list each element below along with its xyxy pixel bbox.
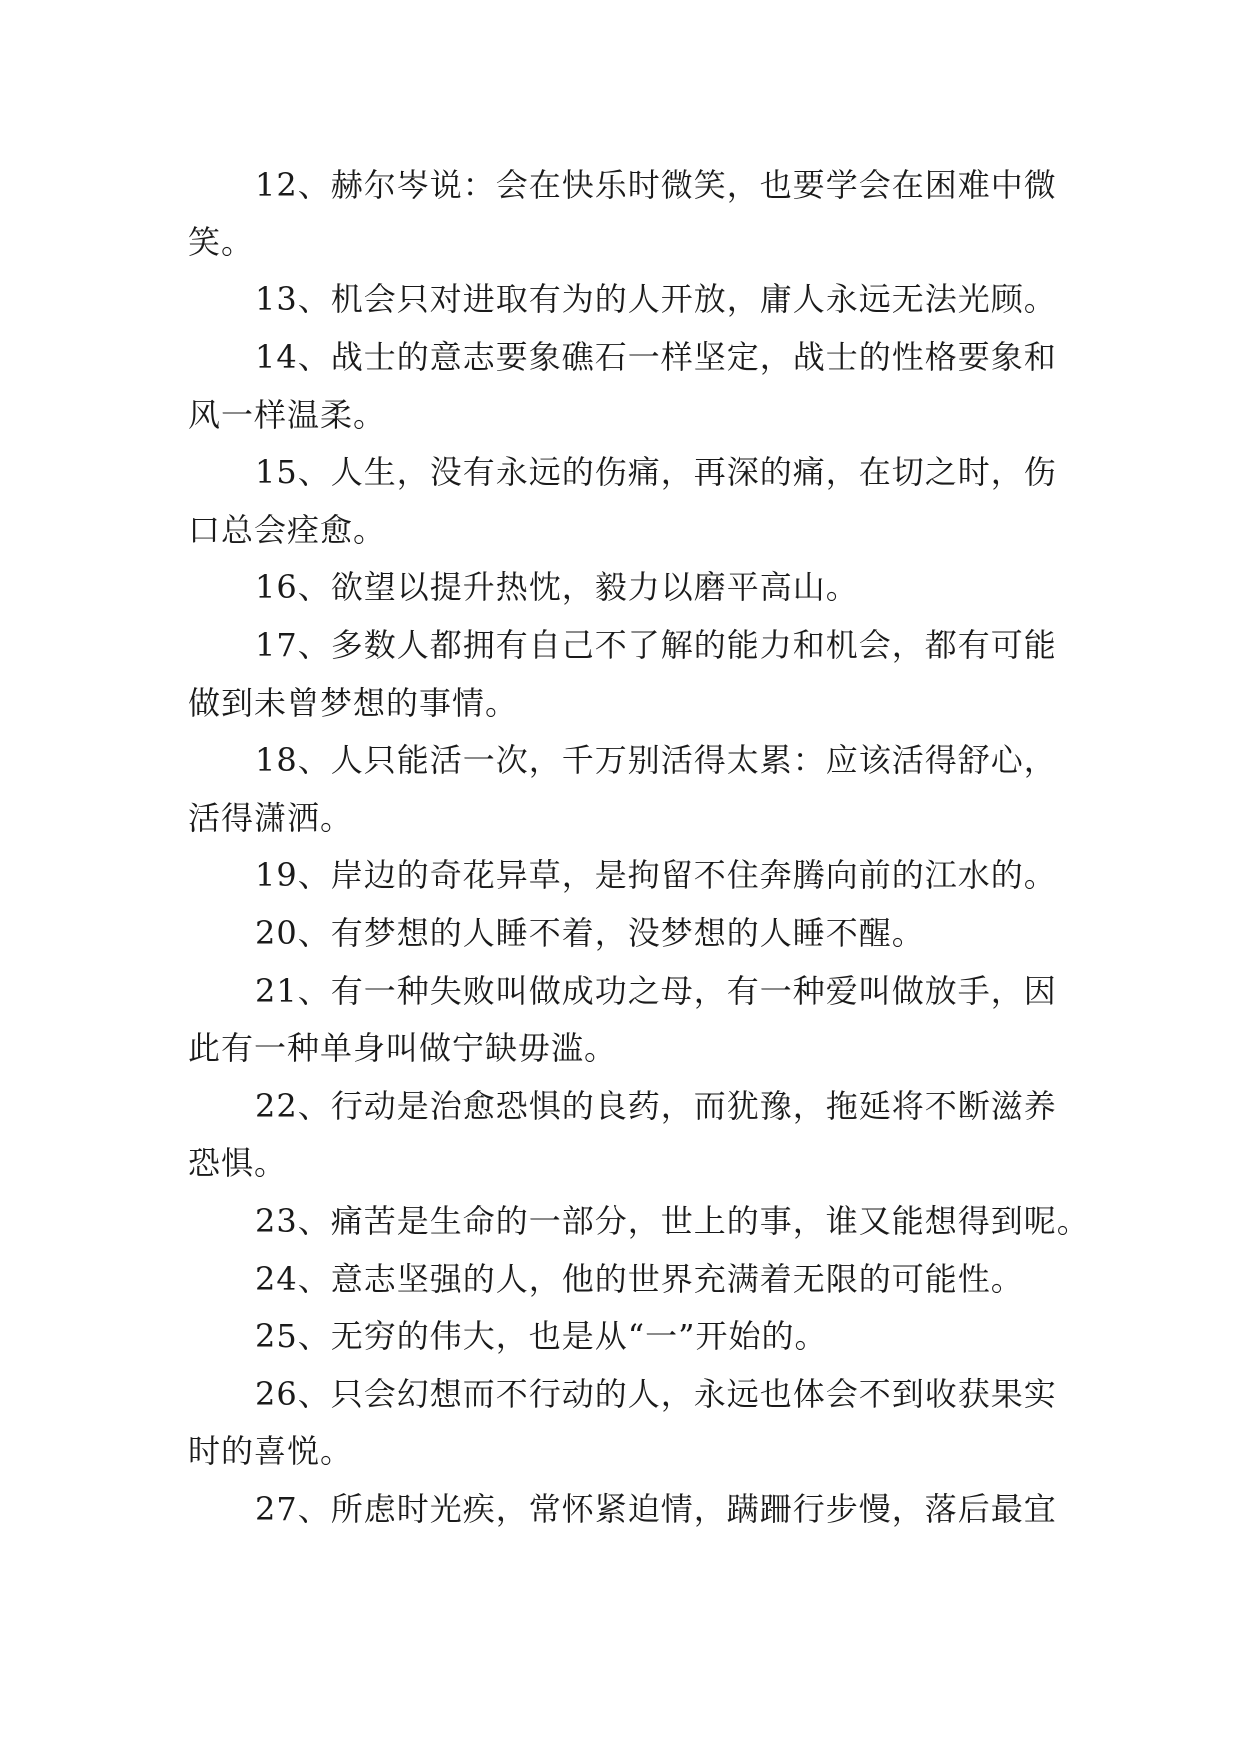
text-line: 26、只会幻想而不行动的人，永远也体会不到收获果实 [255,1375,1057,1413]
text-line: 21、有一种失败叫做成功之母，有一种爱叫做放手，因 [255,972,1057,1010]
text-line: 17、多数人都拥有自己不了解的能力和机会，都有可能 [255,626,1057,664]
text-line: 22、行动是治愈恐惧的良药，而犹豫，拖延将不断滋养 [255,1087,1057,1125]
text-line: 27、所虑时光疾，常怀紧迫情，蹒跚行步慢，落后最宜 [255,1490,1057,1528]
text-line: 风一样温柔。 [188,396,387,434]
text-line: 恐惧。 [188,1144,288,1182]
text-line: 24、意志坚强的人，他的世界充满着无限的可能性。 [255,1260,1024,1298]
text-line: 14、战士的意志要象礁石一样坚定，战士的性格要象和 [255,338,1057,376]
text-line: 此有一种单身叫做宁缺毋滥。 [188,1029,618,1067]
text-line: 23、痛苦是生命的一部分，世上的事，谁又能想得到呢。 [255,1202,1090,1240]
text-line: 时的喜悦。 [188,1432,354,1470]
text-line: 口总会痊愈。 [188,511,387,549]
text-line: 12、赫尔岑说：会在快乐时微笑，也要学会在困难中微 [255,166,1057,204]
text-line: 笑。 [188,223,255,261]
text-line: 13、机会只对进取有为的人开放，庸人永远无法光顾。 [255,280,1057,318]
text-line: 16、欲望以提升热忱，毅力以磨平高山。 [255,568,859,606]
text-line: 做到未曾梦想的事情。 [188,684,519,722]
text-line: 19、岸边的奇花异草，是拘留不住奔腾向前的江水的。 [255,856,1057,894]
text-line: 活得潇洒。 [188,799,354,837]
text-line: 20、有梦想的人睡不着，没梦想的人睡不醒。 [255,914,925,952]
text-line: 18、人只能活一次，千万别活得太累：应该活得舒心， [255,741,1057,779]
text-line: 15、人生，没有永远的伤痛，再深的痛，在切之时，伤 [255,453,1057,491]
text-line: 25、无穷的伟大，也是从“一”开始的。 [255,1317,828,1355]
